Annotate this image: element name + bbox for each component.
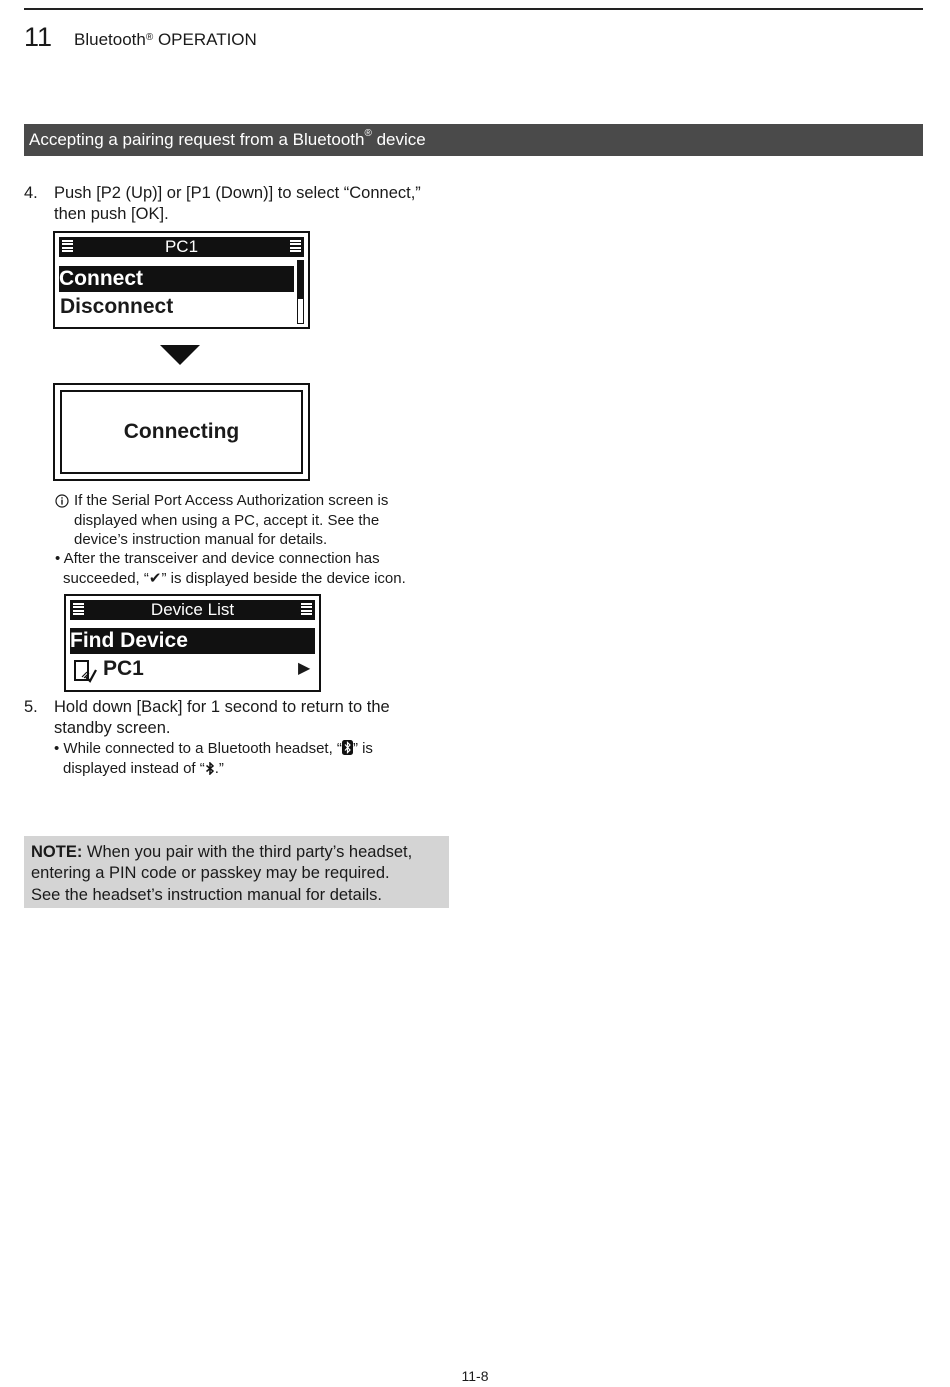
- step-4-number: 4.: [24, 184, 38, 202]
- chapter-number: 11: [24, 22, 53, 52]
- info-note-line2: displayed when using a PC, accept it. See the: [74, 511, 380, 529]
- menu-list-icon: [73, 603, 84, 617]
- info-note-line1: If the Serial Port Access Authorization screen is: [74, 492, 389, 509]
- down-arrow-icon: [160, 345, 200, 365]
- menu-list-icon: [62, 240, 73, 254]
- lcd-connecting: [53, 383, 310, 481]
- menu-item-connect: Connect: [59, 266, 294, 292]
- step-5-number: 5.: [24, 698, 38, 716]
- header-rule: [24, 8, 923, 10]
- lcd-pc1-menu: [53, 231, 310, 329]
- scroll-thumb: [298, 261, 303, 299]
- step-5: [24, 697, 464, 787]
- note-label: NOTE:: [31, 843, 83, 861]
- lcd-title: Device List: [150, 600, 235, 619]
- bluetooth-headset-icon: [342, 740, 353, 755]
- lcd-title: PC1: [164, 237, 199, 256]
- chapter-title: Bluetooth® OPERATION: [74, 30, 257, 49]
- scrollbar: [297, 260, 304, 324]
- info-icon: [55, 494, 69, 508]
- step-5-line1: Hold down [Back] for 1 second to return to the: [54, 698, 390, 716]
- step-5-line2: standby screen.: [54, 719, 171, 737]
- menu-item-find-device: Find Device: [70, 628, 315, 654]
- arrow-right-icon: ▶: [298, 660, 311, 677]
- step-4-line1: Push [P2 (Up)] or [P1 (Down)] to select “Connect,”: [54, 184, 421, 202]
- bluetooth-icon: [205, 762, 215, 775]
- lcd-device-list: [64, 594, 321, 692]
- device-connected-icon: [73, 659, 97, 683]
- connecting-message: Connecting: [60, 390, 303, 474]
- bullet-note-line2: succeeded, “✔” is displayed beside the device icon.: [63, 569, 406, 587]
- step-5-sub-line1: • While connected to a Bluetooth headset, “ ” is: [54, 740, 373, 757]
- step-4-line2: then push [OK].: [54, 205, 169, 223]
- page-number: 11-8: [461, 1368, 489, 1384]
- lcd-title-bar: [70, 600, 315, 620]
- step-4: [24, 183, 464, 227]
- lcd-title-bar: [59, 237, 304, 257]
- check-mark-icon: ✔: [148, 569, 162, 587]
- menu-item-disconnect: Disconnect: [60, 295, 174, 318]
- note-line2: entering a PIN code or passkey may be required.: [31, 864, 390, 883]
- info-note-line3: device’s instruction manual for details.: [74, 531, 328, 548]
- note-line1: NOTE: When you pair with the third party’s headset,: [31, 843, 413, 861]
- note-box: [24, 836, 449, 908]
- step-5-sub-line2: displayed instead of “ .”: [63, 759, 224, 777]
- menu-item-pc1: PC1: [103, 657, 144, 680]
- bullet-note-line1: • After the transceiver and device connection has: [55, 550, 380, 567]
- menu-list-icon: [290, 240, 301, 254]
- note-line3: See the headset’s instruction manual for details.: [31, 885, 382, 904]
- section-heading: Accepting a pairing request from a Bluetooth® device: [24, 124, 923, 156]
- menu-list-icon: [301, 603, 312, 617]
- info-notes: [55, 491, 455, 591]
